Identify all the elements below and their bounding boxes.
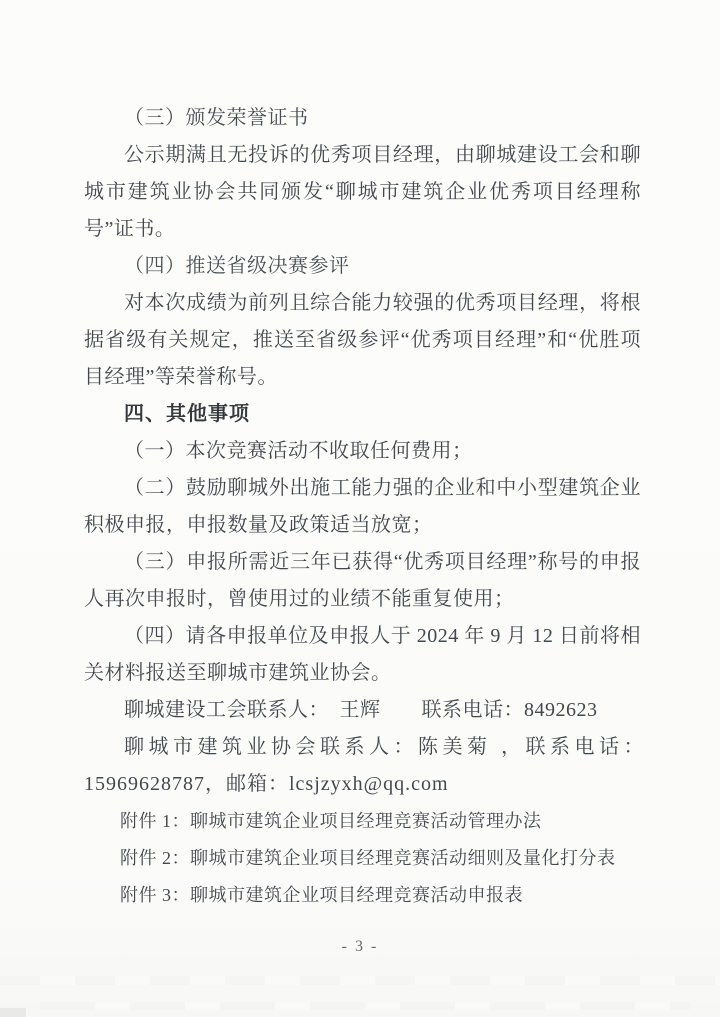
scan-artifact-corner <box>0 1008 26 1017</box>
contact-line-association: 聊城市建筑业协会联系人：陈美菊 ，联系电话： <box>124 736 648 758</box>
attachment-item-3: 附件 3：聊城市建筑企业项目经理竞赛活动申报表 <box>120 885 523 905</box>
attachment-item-2: 附件 2：聊城市建筑企业项目经理竞赛活动细则及量化打分表 <box>120 848 616 868</box>
sub-heading-issue-certificate: （三）颁发荣誉证书 <box>124 107 309 129</box>
scan-artifact-streak-top <box>0 976 720 985</box>
scan-artifact-streak-bottom <box>40 1002 690 1010</box>
document-body <box>84 100 648 914</box>
paragraph-certificate-detail: 公示期满且无投诉的优秀项目经理，由聊城建设工会和聊城市建筑业协会共同颁发“聊城市建筑企业优秀项目经理称号”证书。 <box>84 144 641 240</box>
paragraph-item-1-no-fee: （一）本次竞赛活动不收取任何费用； <box>124 440 473 462</box>
paragraph-item-4-deadline: （四）请各申报单位及申报人于 2024 年 9 月 12 日前将相关材料报送至聊城市建筑业协会。 <box>84 625 641 684</box>
sub-heading-provincial-final: （四）推送省级决赛参评 <box>124 255 350 277</box>
section-heading-other-matters: 四、其他事项 <box>124 403 250 425</box>
paragraph-item-3-reapply-rule: （三）申报所需近三年已获得“优秀项目经理”称号的申报人再次申报时，曾使用过的业绩不能重复使用； <box>84 551 641 610</box>
paragraph-item-2-encourage: （二）鼓励聊城外出施工能力强的企业和中小型建筑企业积极申报，申报数量及政策适当放宽； <box>84 477 641 536</box>
contact-line-union: 聊城建设工会联系人： 王辉 联系电话：8492623 <box>124 699 598 721</box>
paragraph-provincial-detail: 对本次成绩为前列且综合能力较强的优秀项目经理，将根据省级有关规定，推送至省级参评“优秀项目经理”和“优胜项目经理”等荣誉称号。 <box>84 292 641 388</box>
page-number: - 3 - <box>341 938 379 955</box>
contact-line-phone-email: 15969628787，邮箱：lcsjzyxh@qq.com <box>84 773 449 795</box>
attachment-item-1: 附件 1：聊城市建筑企业项目经理竞赛活动管理办法 <box>120 811 542 831</box>
